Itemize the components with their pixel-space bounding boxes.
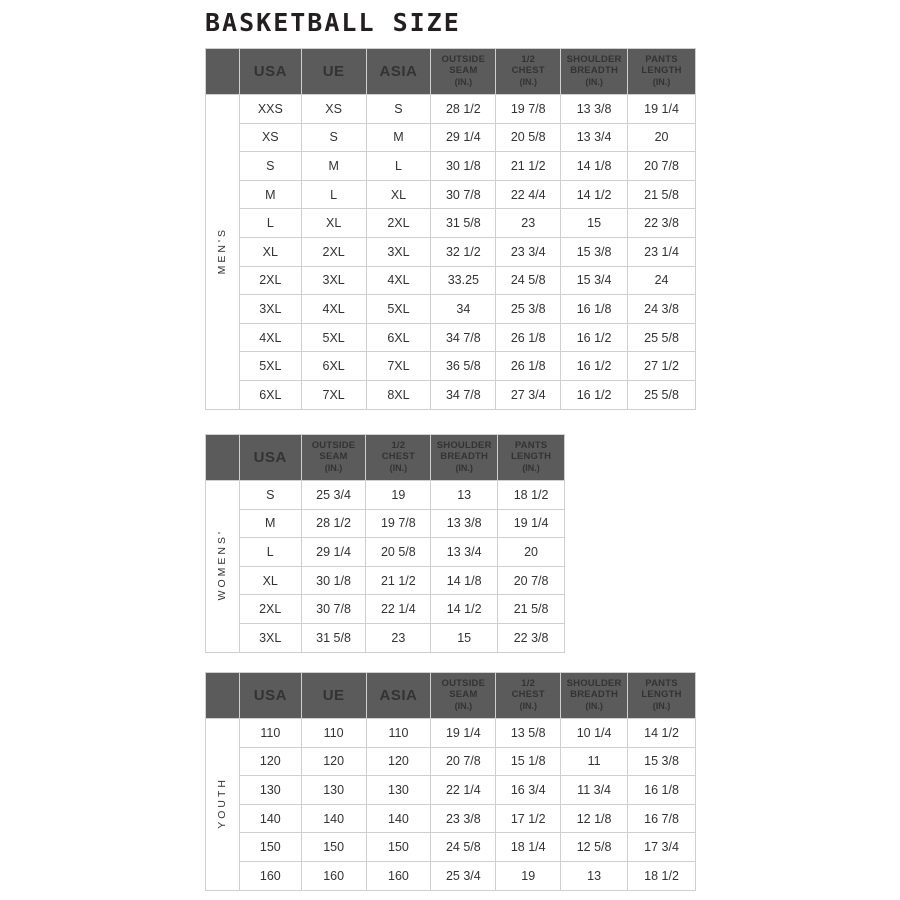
table-cell: 19 1/4 (628, 95, 696, 124)
table-cell: 120 (301, 747, 366, 776)
table-cell: 150 (366, 833, 431, 862)
table-cell: 21 5/8 (628, 180, 696, 209)
table-cell: 13 (561, 861, 628, 890)
table-cell: 33.25 (431, 266, 496, 295)
column-header-label: ASIA (379, 686, 418, 704)
table-row (206, 266, 696, 295)
table-cell: 30 7/8 (301, 595, 366, 624)
womens-size-table (205, 434, 565, 653)
table-cell: 34 7/8 (431, 380, 496, 409)
table-cell: 150 (301, 833, 366, 862)
table-cell: 3XL (239, 623, 301, 652)
table-cell: 20 (628, 123, 696, 152)
table-cell: 11 3/4 (561, 776, 628, 805)
table-cell: 10 1/4 (561, 719, 628, 748)
table-cell: 160 (301, 861, 366, 890)
table-cell: 3XL (301, 266, 366, 295)
table-cell: 25 5/8 (628, 323, 696, 352)
table-cell: 8XL (366, 380, 431, 409)
table-cell: 16 3/4 (496, 776, 561, 805)
table-cell: 19 (366, 481, 431, 510)
table-cell: 23 3/4 (496, 237, 561, 266)
table-cell: 27 3/4 (496, 380, 561, 409)
column-header-1-2-chest (366, 435, 431, 481)
table-cell: 130 (239, 776, 301, 805)
mens-header-corner (206, 49, 240, 95)
row-group-label-text: YOUTH (216, 776, 229, 829)
table-cell: 140 (301, 804, 366, 833)
column-header-unit: (IN.) (454, 77, 473, 88)
table-row (206, 776, 696, 805)
column-header-label: UE (322, 686, 345, 704)
womens-header-corner (206, 435, 240, 481)
table-cell: 16 7/8 (628, 804, 696, 833)
table-cell: 2XL (239, 266, 301, 295)
table-row (206, 295, 696, 324)
table-cell: 17 1/2 (496, 804, 561, 833)
table-cell: 4XL (301, 295, 366, 324)
table-cell: 150 (239, 833, 301, 862)
table-cell: 31 5/8 (301, 623, 366, 652)
table-cell: 28 1/2 (431, 95, 496, 124)
column-header-ue (301, 673, 366, 719)
youth-header-corner (206, 673, 240, 719)
table-cell: 14 1/8 (561, 152, 628, 181)
table-row (206, 180, 696, 209)
table-cell: 32 1/2 (431, 237, 496, 266)
column-header-label: OUTSIDE SEAM (441, 678, 486, 701)
table-cell: XL (366, 180, 431, 209)
table-cell: 5XL (301, 323, 366, 352)
column-header-label: PANTS LENGTH (641, 678, 682, 701)
table-cell: 4XL (239, 323, 301, 352)
table-row (206, 509, 565, 538)
table-cell: 110 (366, 719, 431, 748)
column-header-unit: (IN.) (519, 77, 537, 88)
table-cell: 21 5/8 (498, 595, 565, 624)
table-cell: 14 1/2 (628, 719, 696, 748)
table-cell: 13 (431, 481, 498, 510)
youth-row-group-label (206, 719, 240, 891)
table-cell: 2XL (301, 237, 366, 266)
table-cell: 24 3/8 (628, 295, 696, 324)
table-cell: 26 1/8 (496, 323, 561, 352)
column-header-unit: (IN.) (519, 701, 537, 712)
table-cell: L (366, 152, 431, 181)
table-row (206, 323, 696, 352)
mens-size-table (205, 48, 696, 410)
table-cell: XS (301, 95, 366, 124)
column-header-label: USA (253, 448, 287, 466)
column-header-unit: (IN.) (389, 463, 408, 474)
column-header-label: 1/2 CHEST (381, 440, 415, 463)
column-header-label: OUTSIDE SEAM (311, 440, 356, 463)
table-cell: 19 1/4 (431, 719, 496, 748)
table-cell: 16 1/8 (628, 776, 696, 805)
table-cell: 20 5/8 (366, 538, 431, 567)
column-header-label: SHOULDER BREADTH (566, 54, 622, 77)
column-header-outside-seam (431, 49, 496, 95)
table-cell: 19 1/4 (498, 509, 565, 538)
table-cell: 26 1/8 (496, 352, 561, 381)
column-header-label: PANTS LENGTH (510, 440, 552, 463)
table-cell: 13 3/4 (561, 123, 628, 152)
column-header-label: USA (253, 62, 287, 80)
table-cell: 25 5/8 (628, 380, 696, 409)
table-cell: 15 (431, 623, 498, 652)
table-cell: 23 (496, 209, 561, 238)
youth-size-table-container (205, 672, 696, 891)
womens-size-table-container (205, 434, 565, 653)
column-header-usa (239, 435, 301, 481)
table-cell: 18 1/4 (496, 833, 561, 862)
table-cell: L (239, 209, 301, 238)
table-cell: 24 (628, 266, 696, 295)
table-cell: 22 1/4 (431, 776, 496, 805)
table-cell: 13 3/8 (431, 509, 498, 538)
column-header-label: USA (253, 686, 287, 704)
table-cell: 36 5/8 (431, 352, 496, 381)
column-header-outside-seam (431, 673, 496, 719)
table-cell: 16 1/2 (561, 352, 628, 381)
table-cell: 14 1/2 (431, 595, 498, 624)
table-cell: 22 1/4 (366, 595, 431, 624)
table-row (206, 123, 696, 152)
table-row (206, 566, 565, 595)
table-cell: 28 1/2 (301, 509, 366, 538)
table-cell: 20 (498, 538, 565, 567)
table-cell: 22 3/8 (498, 623, 565, 652)
column-header-pants-length (628, 673, 696, 719)
column-header-unit: (IN.) (522, 463, 540, 474)
table-row (206, 152, 696, 181)
table-row (206, 95, 696, 124)
column-header-unit: (IN.) (652, 701, 671, 712)
mens-size-table-container (205, 48, 696, 410)
table-row (206, 209, 696, 238)
column-header-asia (366, 673, 431, 719)
table-cell: 21 1/2 (496, 152, 561, 181)
table-cell: L (301, 180, 366, 209)
column-header-label: OUTSIDE SEAM (441, 54, 486, 77)
column-header-label: ASIA (379, 62, 418, 80)
table-cell: 19 (496, 861, 561, 890)
table-cell: S (366, 95, 431, 124)
column-header-label: PANTS LENGTH (641, 54, 682, 77)
column-header-unit: (IN.) (652, 77, 671, 88)
table-cell: 23 1/4 (628, 237, 696, 266)
table-cell: M (239, 509, 301, 538)
table-row (206, 481, 565, 510)
table-cell: 6XL (301, 352, 366, 381)
column-header-label: SHOULDER BREADTH (436, 440, 492, 463)
table-cell: 20 7/8 (498, 566, 565, 595)
table-cell: S (301, 123, 366, 152)
table-cell: 22 3/8 (628, 209, 696, 238)
table-cell: 30 1/8 (301, 566, 366, 595)
column-header-unit: (IN.) (585, 701, 603, 712)
column-header-shoulder-breadth (431, 435, 498, 481)
column-header-shoulder-breadth (561, 673, 628, 719)
table-row (206, 804, 696, 833)
table-row (206, 352, 696, 381)
table-cell: L (239, 538, 301, 567)
column-header-usa (239, 49, 301, 95)
table-cell: 13 3/8 (561, 95, 628, 124)
table-cell: 24 5/8 (496, 266, 561, 295)
table-cell: 29 1/4 (431, 123, 496, 152)
row-group-label-text: MEN'S (216, 226, 229, 274)
table-cell: 130 (366, 776, 431, 805)
table-cell: 14 1/2 (561, 180, 628, 209)
table-cell: 16 1/2 (561, 380, 628, 409)
table-cell: 15 3/8 (561, 237, 628, 266)
column-header-1-2-chest (496, 49, 561, 95)
table-cell: 12 5/8 (561, 833, 628, 862)
column-header-shoulder-breadth (561, 49, 628, 95)
table-row (206, 833, 696, 862)
column-header-unit: (IN.) (585, 77, 603, 88)
column-header-label: 1/2 CHEST (511, 678, 545, 701)
table-cell: 15 3/8 (628, 747, 696, 776)
table-cell: 19 7/8 (496, 95, 561, 124)
table-cell: 2XL (239, 595, 301, 624)
table-cell: 160 (366, 861, 431, 890)
table-cell: 18 1/2 (498, 481, 565, 510)
column-header-label: 1/2 CHEST (511, 54, 545, 77)
table-cell: 5XL (366, 295, 431, 324)
table-cell: 11 (561, 747, 628, 776)
table-cell: 21 1/2 (366, 566, 431, 595)
table-row (206, 623, 565, 652)
table-cell: XL (239, 566, 301, 595)
table-row (206, 595, 565, 624)
table-cell: 120 (366, 747, 431, 776)
table-cell: 20 5/8 (496, 123, 561, 152)
column-header-outside-seam (301, 435, 366, 481)
table-cell: 30 1/8 (431, 152, 496, 181)
table-row (206, 380, 696, 409)
table-cell: S (239, 152, 301, 181)
table-cell: S (239, 481, 301, 510)
table-cell: 2XL (366, 209, 431, 238)
table-cell: 16 1/2 (561, 323, 628, 352)
table-cell: 6XL (239, 380, 301, 409)
table-cell: 23 (366, 623, 431, 652)
table-cell: 7XL (301, 380, 366, 409)
table-cell: 15 3/4 (561, 266, 628, 295)
column-header-ue (301, 49, 366, 95)
table-cell: 25 3/4 (431, 861, 496, 890)
table-cell: 120 (239, 747, 301, 776)
column-header-pants-length (498, 435, 565, 481)
table-cell: 130 (301, 776, 366, 805)
column-header-1-2-chest (496, 673, 561, 719)
table-cell: XXS (239, 95, 301, 124)
table-cell: 16 1/8 (561, 295, 628, 324)
row-group-label-text: WOMENS' (216, 529, 229, 601)
mens-row-group-label (206, 95, 240, 410)
table-cell: 15 1/8 (496, 747, 561, 776)
table-row (206, 861, 696, 890)
table-cell: 15 (561, 209, 628, 238)
table-cell: 19 7/8 (366, 509, 431, 538)
table-cell: 160 (239, 861, 301, 890)
youth-size-table (205, 672, 696, 891)
table-cell: 110 (301, 719, 366, 748)
column-header-unit: (IN.) (455, 463, 473, 474)
column-header-pants-length (628, 49, 696, 95)
table-cell: 20 7/8 (431, 747, 496, 776)
column-header-unit: (IN.) (324, 463, 343, 474)
column-header-asia (366, 49, 431, 95)
table-cell: 3XL (239, 295, 301, 324)
table-cell: 34 (431, 295, 496, 324)
table-cell: 4XL (366, 266, 431, 295)
page-title: BASKETBALL SIZE (205, 8, 461, 37)
table-cell: M (301, 152, 366, 181)
table-cell: 13 5/8 (496, 719, 561, 748)
table-cell: 30 7/8 (431, 180, 496, 209)
table-cell: 31 5/8 (431, 209, 496, 238)
table-cell: M (366, 123, 431, 152)
table-cell: 5XL (239, 352, 301, 381)
table-cell: 14 1/8 (431, 566, 498, 595)
table-cell: 24 5/8 (431, 833, 496, 862)
table-cell: 140 (366, 804, 431, 833)
table-cell: 34 7/8 (431, 323, 496, 352)
table-cell: XL (301, 209, 366, 238)
table-cell: 3XL (366, 237, 431, 266)
column-header-usa (239, 673, 301, 719)
table-cell: M (239, 180, 301, 209)
column-header-label: UE (322, 62, 345, 80)
table-cell: 12 1/8 (561, 804, 628, 833)
table-row (206, 747, 696, 776)
table-row (206, 237, 696, 266)
table-cell: 25 3/8 (496, 295, 561, 324)
column-header-unit: (IN.) (454, 701, 473, 712)
table-cell: 110 (239, 719, 301, 748)
table-row (206, 719, 696, 748)
table-cell: XL (239, 237, 301, 266)
womens-row-group-label (206, 481, 240, 653)
table-cell: 29 1/4 (301, 538, 366, 567)
table-cell: 6XL (366, 323, 431, 352)
table-cell: 20 7/8 (628, 152, 696, 181)
table-cell: 140 (239, 804, 301, 833)
table-cell: 7XL (366, 352, 431, 381)
table-cell: 22 4/4 (496, 180, 561, 209)
table-row (206, 538, 565, 567)
table-cell: 17 3/4 (628, 833, 696, 862)
table-cell: 13 3/4 (431, 538, 498, 567)
table-cell: XS (239, 123, 301, 152)
table-cell: 23 3/8 (431, 804, 496, 833)
table-cell: 27 1/2 (628, 352, 696, 381)
table-cell: 25 3/4 (301, 481, 366, 510)
table-cell: 18 1/2 (628, 861, 696, 890)
column-header-label: SHOULDER BREADTH (566, 678, 622, 701)
